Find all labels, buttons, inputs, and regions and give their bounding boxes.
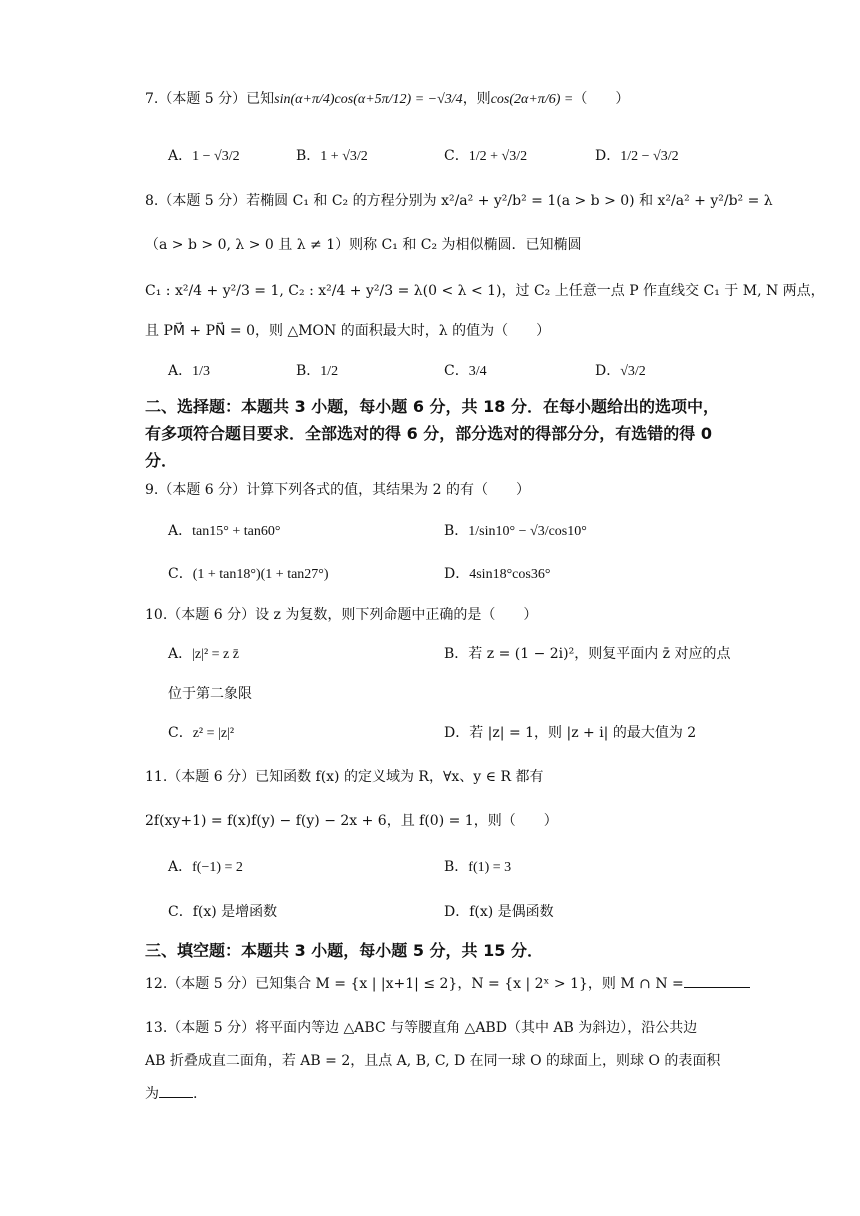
q10-option-b: B．若 z = (1 − 2i)²，则复平面内 z̄ 对应的点 <box>444 646 731 662</box>
q9-option-a: A．tan15° + tan60° <box>168 523 281 539</box>
question-8-line-3: C₁ : x²/4 + y²/3 = 1, C₂ : x²/4 + y²/3 = λ(0 < λ < 1)，过 C₂ 上任意一点 P 作直线交 C₁ 于 M, N 两点， <box>145 283 825 299</box>
question-13-line-1: 13.（本题 5 分）将平面内等边 △ABC 与等腰直角 △ABD（其中 AB 为斜边），沿公共边 <box>145 1020 698 1036</box>
q7-mid: ，则 <box>462 91 491 107</box>
q7-prefix: 7.（本题 5 分）已知 <box>145 91 275 107</box>
q8-option-d: D．√3/2 <box>595 363 646 379</box>
question-13-line-3: 为 . <box>145 1083 197 1105</box>
q10-option-a: A．|z|² = z z̄ <box>168 646 239 662</box>
section-2-heading: 二、选择题：本题共 3 小题，每小题 6 分，共 18 分．在每小题给出的选项中，有多项符合题目要求．全部选对的得 6 分，部分选对的得部分分，有选错的得 0 分． <box>145 397 719 470</box>
q8-option-c: C．3/4 <box>444 363 487 379</box>
q7-option-b: B．1 + √3/2 <box>296 148 368 164</box>
q8-option-b: B．1/2 <box>296 363 339 379</box>
q10-option-b-cont: 位于第二象限 <box>168 686 252 702</box>
question-10-stem: 10.（本题 6 分）设 z 为复数，则下列命题中正确的是（ ） <box>145 607 538 623</box>
question-7-stem <box>145 88 629 111</box>
q9-option-d: D．4sin18°cos36° <box>444 566 551 582</box>
question-8-line-4: 且 PM⃗ + PN⃗ = 0，则 △MON 的面积最大时，λ 的值为（ ） <box>145 323 551 339</box>
question-11-stem-2: 2f(xy+1) = f(x)f(y) − f(y) − 2x + 6，且 f(0) = 1，则（ ） <box>145 813 558 829</box>
q11-option-a: A．f(−1) = 2 <box>168 859 243 875</box>
q11-option-b: B．f(1) = 3 <box>444 859 512 875</box>
q13-answer-blank[interactable] <box>159 1083 193 1098</box>
q11-option-c: C．f(x) 是增函数 <box>168 904 278 920</box>
q10-option-c: C．z² = |z|² <box>168 725 235 741</box>
question-9-stem: 9.（本题 6 分）计算下列各式的值，其结果为 2 的有（ ） <box>145 482 530 498</box>
section-3-heading: 三、填空题：本题共 3 小题，每小题 5 分，共 15 分． <box>145 941 543 960</box>
q11-option-d: D．f(x) 是偶函数 <box>444 904 554 920</box>
q7-option-d: D．1/2 − √3/2 <box>595 148 679 164</box>
question-12-stem: 12.（本题 5 分）已知集合 M = {x | |x+1| ≤ 2}，N = {x | 2ˣ > 1}，则 M ∩ N = <box>145 973 750 995</box>
q9-option-c: C．(1 + tan18°)(1 + tan27°) <box>168 566 329 582</box>
question-8-line-2: （a > b > 0, λ > 0 且 λ ≠ 1）则称 C₁ 和 C₂ 为相似椭圆．已知椭圆 <box>145 237 582 253</box>
q7-math2: cos(2α+π/6) = <box>490 92 574 107</box>
q7-option-c: C．1/2 + √3/2 <box>444 148 528 164</box>
question-13-line-2: AB 折叠成直二面角，若 AB = 2，且点 A, B, C, D 在同一球 O 的球面上，则球 O 的表面积 <box>145 1053 721 1069</box>
q12-answer-blank[interactable] <box>684 973 750 988</box>
q7-math: sin(α+π/4)cos(α+5π/12) = −√3/4 <box>274 92 463 107</box>
q7-suffix: （ ） <box>573 91 630 107</box>
q10-option-d: D．若 |z| = 1，则 |z + i| 的最大值为 2 <box>444 725 697 741</box>
question-11-stem: 11.（本题 6 分）已知函数 f(x) 的定义域为 R，∀x、y ∈ R 都有 <box>145 769 544 785</box>
q7-option-a: A．1 − √3/2 <box>168 148 240 164</box>
question-8-line-1: 8.（本题 5 分）若椭圆 C₁ 和 C₂ 的方程分别为 x²/a² + y²/b² = 1(a > b > 0) 和 x²/a² + y²/b² = λ <box>145 193 773 209</box>
q9-option-b: B．1/sin10° − √3/cos10° <box>444 523 587 539</box>
q8-option-a: A．1/3 <box>168 363 211 379</box>
